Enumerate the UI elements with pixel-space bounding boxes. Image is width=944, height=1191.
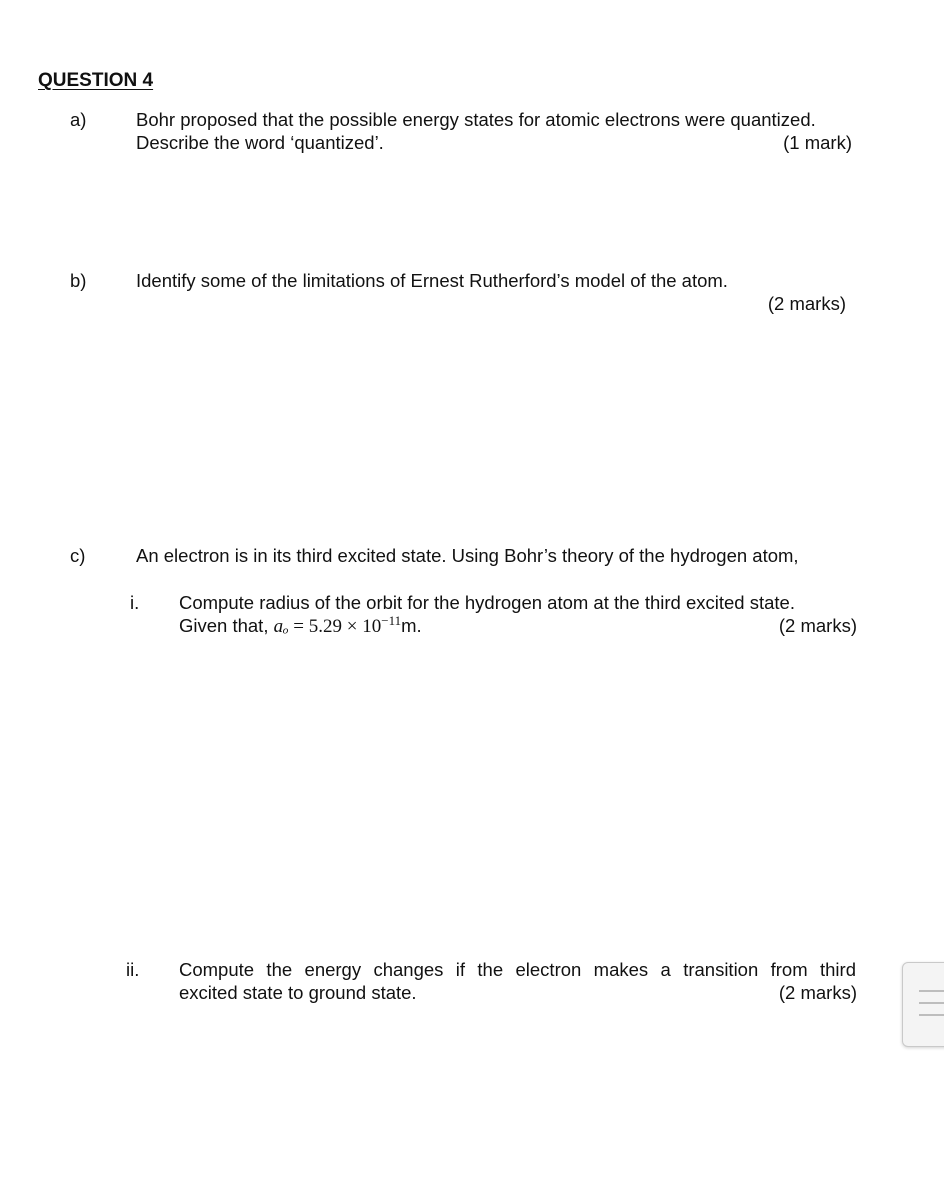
bohr-radius-formula bbox=[273, 613, 402, 637]
part-b-marks: (2 marks) bbox=[767, 293, 846, 314]
part-c-ii-label: ii. bbox=[126, 959, 140, 980]
part-a-question-line1: Bohr proposed that the possible energy states for atomic electrons were quantized. bbox=[136, 109, 816, 130]
part-c-i-marks: (2 marks) bbox=[778, 615, 857, 636]
bohr-radius-symbol: aₒ bbox=[273, 616, 289, 637]
part-c-label: c) bbox=[70, 545, 86, 566]
bohr-radius-unit: m. bbox=[401, 615, 422, 636]
part-c-intro: An electron is in its third excited state. Using Bohr’s theory of the hydrogen atom, bbox=[136, 545, 799, 566]
part-b-label: b) bbox=[70, 270, 87, 291]
part-c-ii-line1: Compute the energy changes if the electron makes a transition from third bbox=[179, 959, 856, 980]
part-b-question-line1: Identify some of the limitations of Ernest Rutherford’s model of the atom. bbox=[136, 270, 728, 291]
part-c-ii-line2: excited state to ground state. bbox=[179, 982, 417, 1003]
part-a-marks: (1 mark) bbox=[783, 132, 852, 153]
bohr-radius-exponent: −11 bbox=[381, 613, 402, 628]
part-a-question-line2: Describe the word ‘quantized’. bbox=[136, 132, 384, 153]
side-panel-handle[interactable] bbox=[902, 962, 944, 1047]
part-c-i-label: i. bbox=[130, 592, 140, 613]
given-prefix: Given that, bbox=[179, 615, 274, 636]
bohr-radius-value: = 5.29 × 10 bbox=[288, 616, 382, 637]
part-c-i-given bbox=[179, 614, 422, 638]
part-c-i-line1: Compute radius of the orbit for the hydrogen atom at the third excited state. bbox=[179, 592, 795, 613]
part-c-ii-marks: (2 marks) bbox=[778, 982, 857, 1003]
question-title: QUESTION 4 bbox=[38, 70, 154, 91]
part-a-label: a) bbox=[70, 109, 87, 130]
